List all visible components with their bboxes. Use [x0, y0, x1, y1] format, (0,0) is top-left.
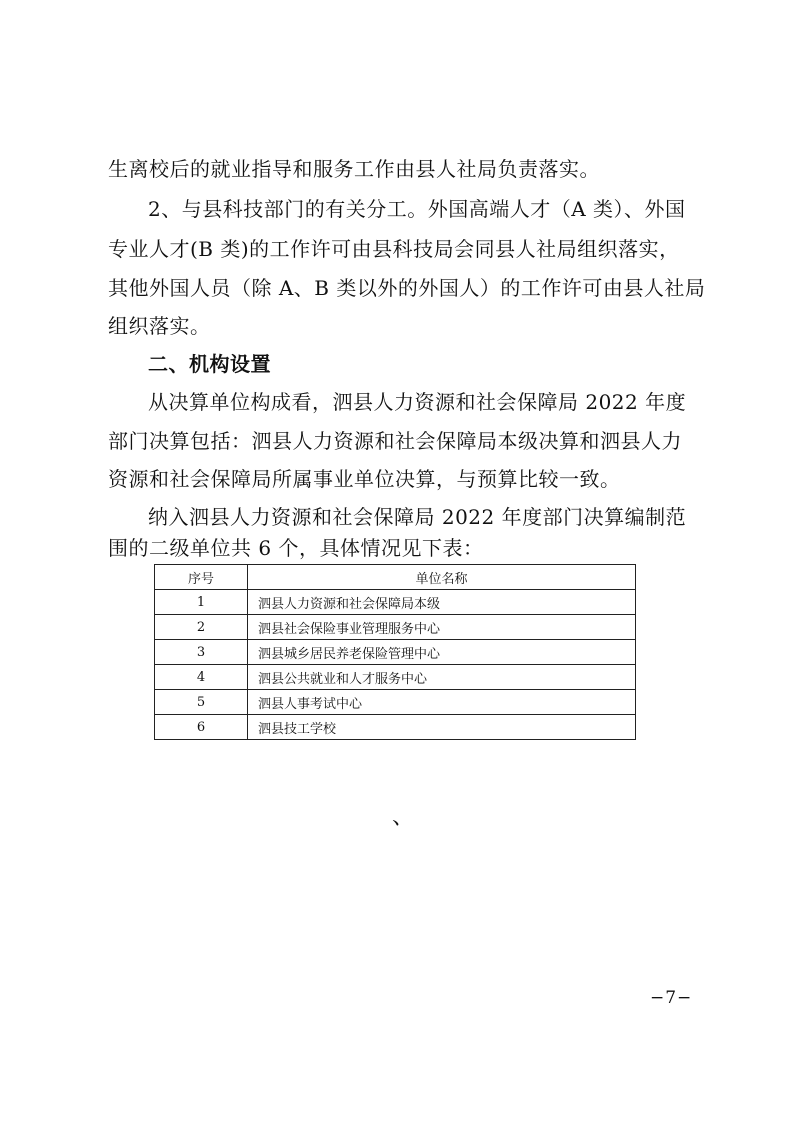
table-row [155, 590, 636, 615]
unit-name: 泗县社会保险事业管理服务中心 [248, 615, 636, 640]
column-header-name: 单位名称 [248, 565, 636, 590]
paragraph-line: 资源和社会保障局所属事业单位决算，与预算比较一致。 [108, 467, 621, 491]
row-number: 1 [155, 590, 248, 615]
paragraph-line: 部门决算包括：泗县人力资源和社会保障局本级决算和泗县人力 [108, 429, 682, 453]
section-heading: 二、机构设置 [148, 352, 271, 376]
row-number: 5 [155, 690, 248, 715]
paragraph-line: 其他外国人员（除 A、B 类以外的外国人）的工作许可由县人社局 [108, 276, 706, 300]
column-header-no: 序号 [155, 565, 248, 590]
row-number: 6 [155, 715, 248, 740]
stray-punctuation-mark: 、 [392, 805, 415, 830]
table-row [155, 640, 636, 665]
row-number: 3 [155, 640, 248, 665]
table-row [155, 690, 636, 715]
unit-name: 泗县人事考试中心 [248, 690, 636, 715]
paragraph-line: 纳入泗县人力资源和社会保障局 2022 年度部门决算编制范 [148, 505, 687, 529]
row-number: 2 [155, 615, 248, 640]
paragraph-line: 生离校后的就业指导和服务工作由县人社局负责落实。 [108, 157, 600, 181]
table-row [155, 615, 636, 640]
paragraph-line: 专业人才(B 类)的工作许可由县科技局会同县人社局组织落实， [108, 237, 680, 261]
paragraph-line: 围的二级单位共 6 个，具体情况见下表： [108, 536, 484, 560]
table-header-row [155, 565, 636, 590]
paragraph-line: 从决算单位构成看，泗县人力资源和社会保障局 2022 年度 [148, 390, 687, 414]
units-table [154, 564, 636, 740]
row-number: 4 [155, 665, 248, 690]
unit-name: 泗县公共就业和人才服务中心 [248, 665, 636, 690]
page-number: −7− [650, 988, 693, 1008]
paragraph-line: 2、与县科技部门的有关分工。外国高端人才（A 类）、外国 [148, 197, 686, 221]
unit-name: 泗县技工学校 [248, 715, 636, 740]
unit-name: 泗县人力资源和社会保障局本级 [248, 590, 636, 615]
table-row [155, 665, 636, 690]
table-row [155, 715, 636, 740]
unit-name: 泗县城乡居民养老保险管理中心 [248, 640, 636, 665]
paragraph-line: 组织落实。 [108, 314, 211, 338]
